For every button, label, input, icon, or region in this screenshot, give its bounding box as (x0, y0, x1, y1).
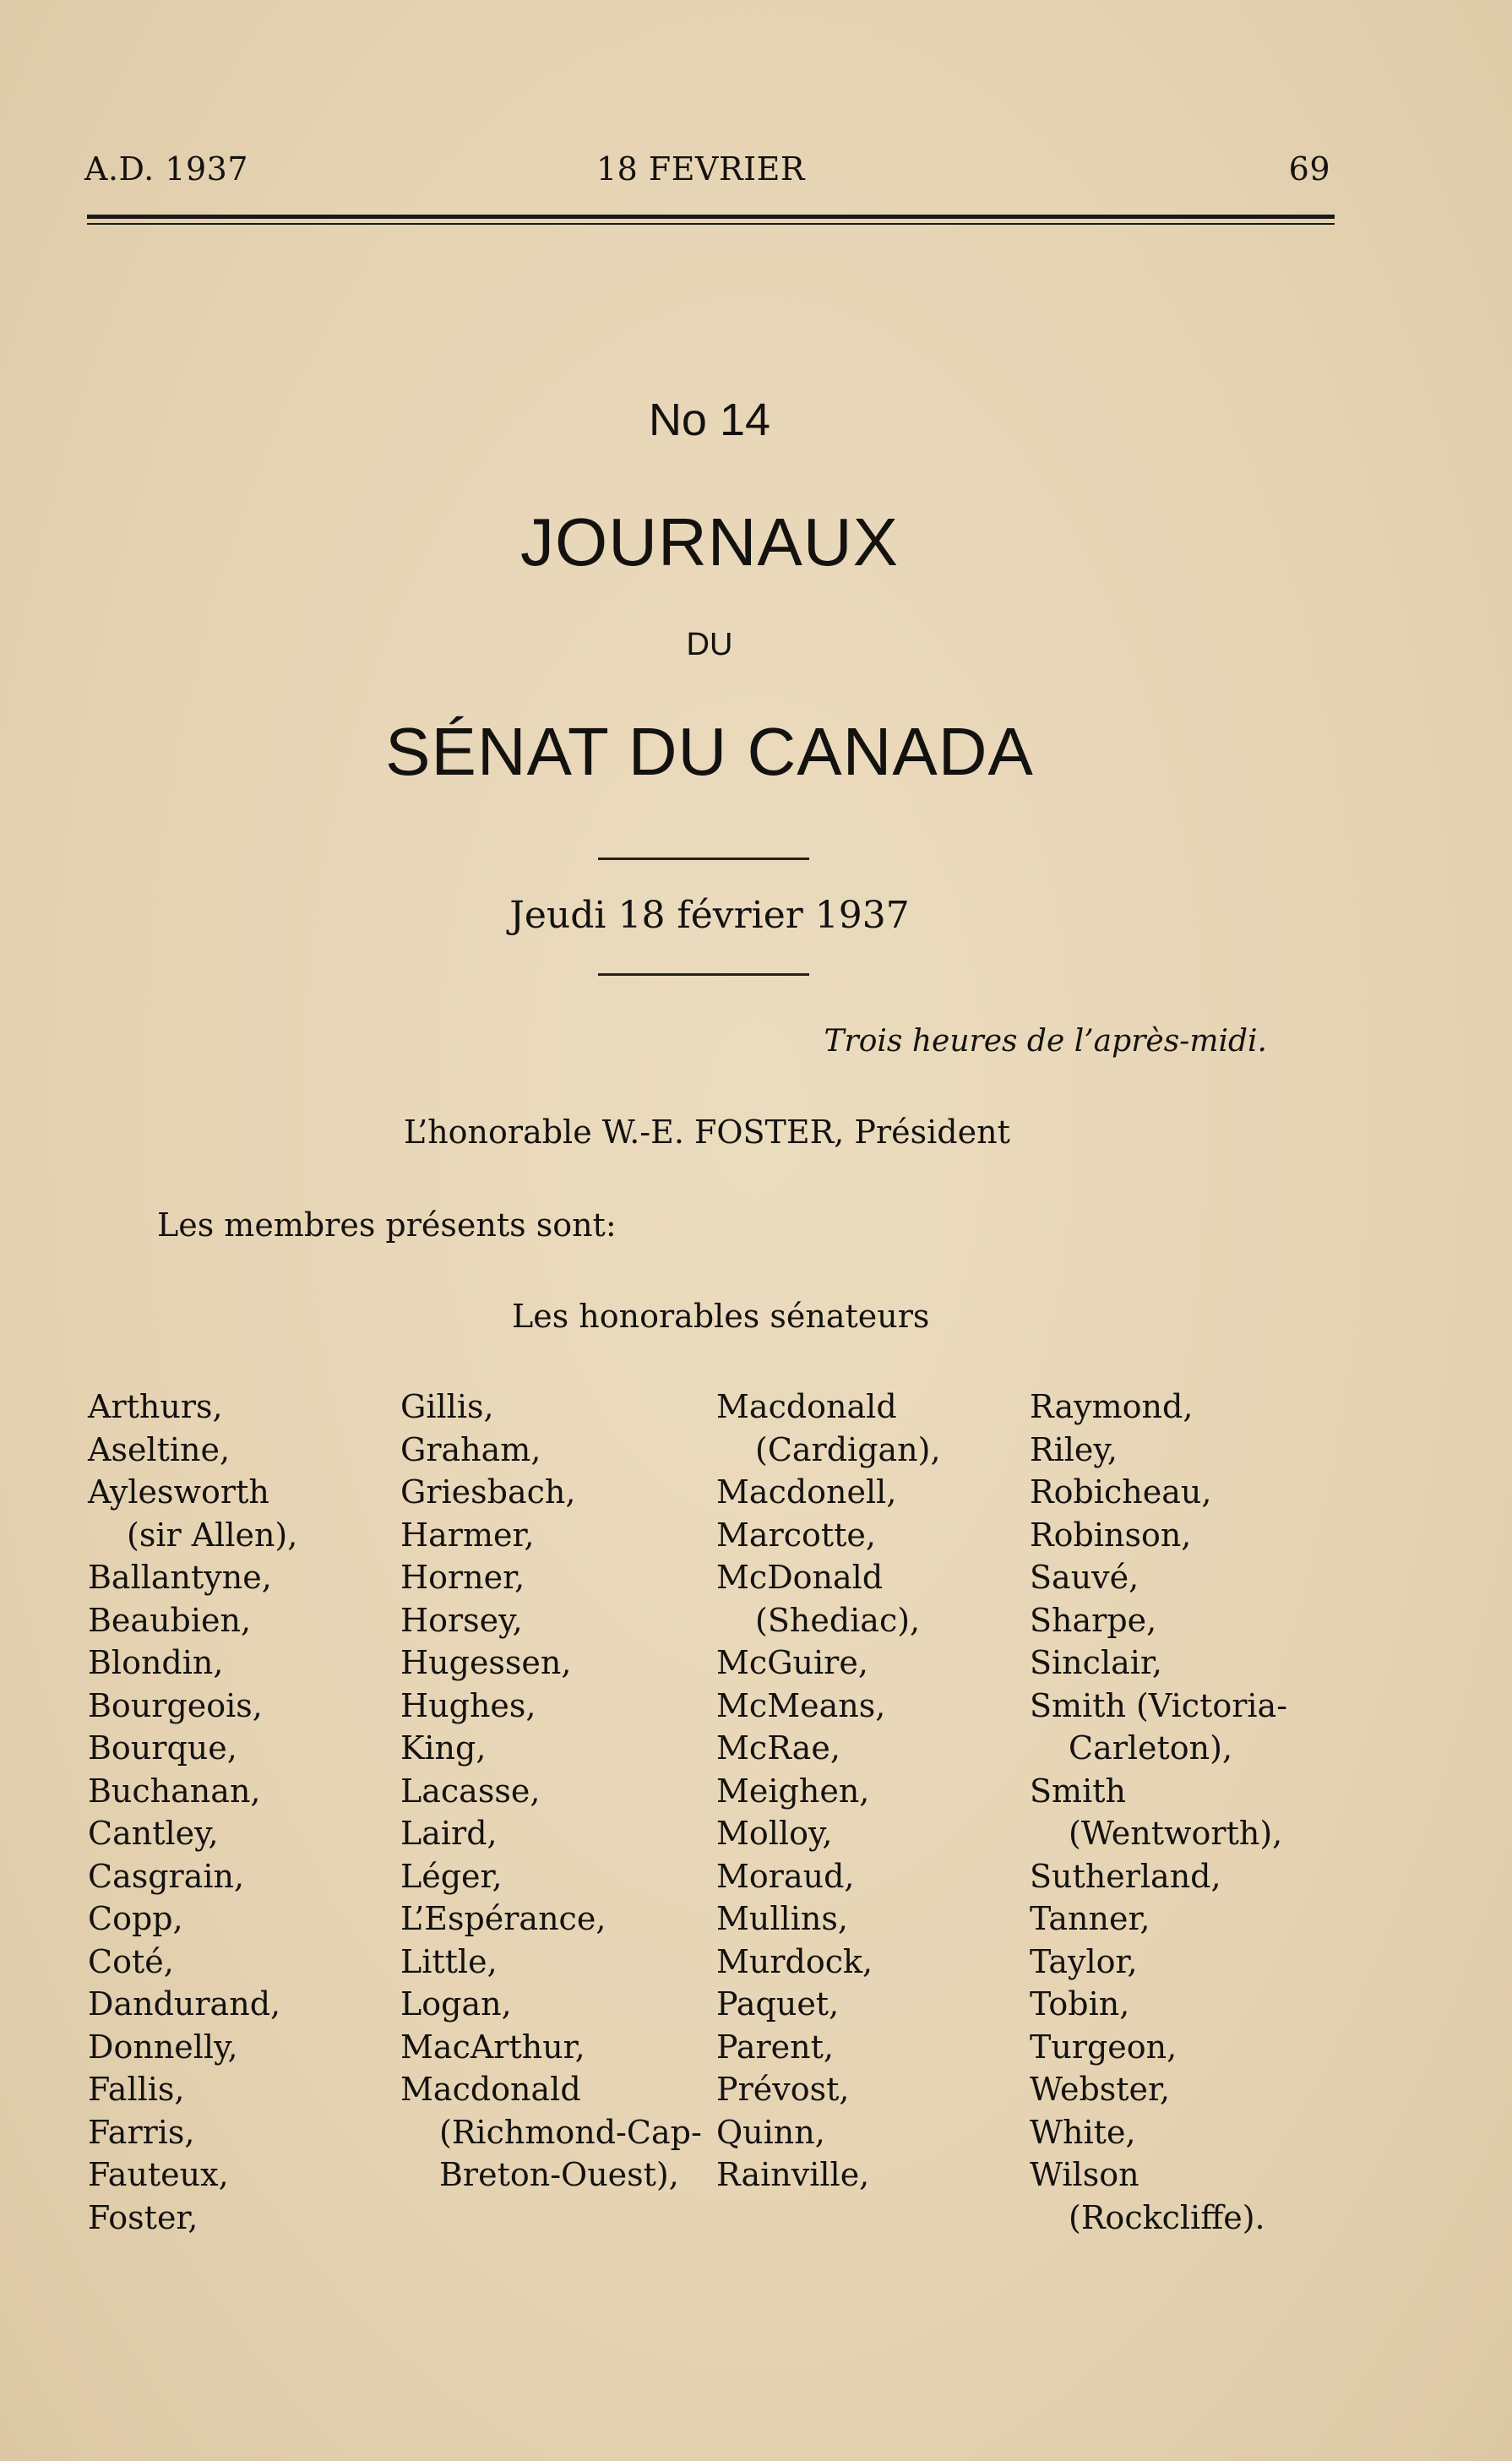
senator-name: Blondin, (88, 1644, 224, 1681)
senator-name: White, (1030, 2113, 1136, 2151)
senator-name-continuation: Carleton), (1069, 1729, 1233, 1767)
senator-name: Arthurs, (88, 1388, 223, 1425)
senator-name: Robicheau, (1030, 1473, 1212, 1511)
senator-column-1 (88, 1386, 297, 2239)
senator-name: Raymond, (1030, 1388, 1194, 1425)
senators-heading: Les honorables sénateurs (512, 1298, 930, 1335)
senator-name-continuation: (Shediac), (755, 1601, 921, 1639)
title-senat: SÉNAT DU CANADA (385, 714, 1034, 789)
senator-name: Bourgeois, (88, 1686, 263, 1724)
senator-column-4 (1030, 1386, 1287, 2239)
senator-name-continuation: (Wentworth), (1069, 1815, 1283, 1852)
senator-name: Taylor, (1030, 1942, 1138, 1980)
senator-name: Beaubien, (88, 1601, 252, 1639)
header-rule-thick (87, 215, 1335, 219)
title-journaux: JOURNAUX (519, 504, 900, 580)
senator-name: Horner, (400, 1559, 525, 1596)
running-head-date: 18 FEVRIER (596, 150, 805, 188)
senator-name: Ballantyne, (88, 1559, 272, 1596)
senator-name: Quinn, (716, 2113, 825, 2151)
senator-name: McMeans, (716, 1686, 886, 1724)
senator-name: Hughes, (400, 1686, 536, 1724)
senator-name: Molloy, (716, 1815, 833, 1852)
senator-name: Meighen, (716, 1772, 870, 1810)
senator-name: Hugessen, (400, 1644, 572, 1681)
senator-name: Parent, (716, 2028, 834, 2066)
senator-name: Murdock, (716, 1942, 873, 1980)
senator-name: Graham, (400, 1430, 541, 1468)
divider-bottom (598, 973, 809, 976)
senator-name: Sauvé, (1030, 1559, 1139, 1596)
senator-name: Riley, (1030, 1430, 1118, 1468)
senator-name-continuation: Breton-Ouest), (439, 2156, 679, 2193)
divider-top (598, 858, 809, 860)
senator-name: Horsey, (400, 1601, 523, 1639)
title-du: DU (686, 627, 733, 662)
members-intro: Les membres présents sont: (157, 1206, 617, 1244)
senator-name: Aylesworth (88, 1473, 269, 1511)
senator-name: McRae, (716, 1729, 840, 1767)
senator-name-continuation: (sir Allen), (127, 1516, 298, 1554)
presiding-officer: L’honorable W.-E. FOSTER, Président (404, 1113, 1010, 1151)
senator-name: Lacasse, (400, 1772, 541, 1810)
senator-name: Paquet, (716, 1985, 840, 2023)
senator-name: Smith (Victoria- (1030, 1686, 1288, 1724)
senator-name-continuation: (Rockcliffe). (1069, 2198, 1265, 2236)
senator-name: Marcotte, (716, 1516, 876, 1554)
senator-name: L’Espérance, (400, 1900, 606, 1937)
senator-name: Fallis, (88, 2071, 185, 2108)
senator-name: Robinson, (1030, 1516, 1192, 1554)
senator-name: Buchanan, (88, 1772, 261, 1810)
header-rule-thin (87, 223, 1335, 225)
senator-name: MacArthur, (400, 2028, 585, 2066)
senator-name: King, (400, 1729, 487, 1767)
journal-number: No 14 (648, 395, 771, 445)
senator-name: McDonald (716, 1559, 884, 1596)
senator-name: Macdonell, (716, 1473, 897, 1511)
senator-name: Macdonald (400, 2071, 581, 2108)
senator-name: Mullins, (716, 1900, 848, 1937)
senator-name: Tanner, (1030, 1900, 1150, 1937)
senator-name: Moraud, (716, 1857, 855, 1895)
senator-column-2 (400, 1386, 702, 2197)
senator-name: Macdonald (716, 1388, 897, 1425)
senator-name: Wilson (1030, 2156, 1139, 2193)
senator-name: Logan, (400, 1985, 512, 2023)
senator-name: Little, (400, 1942, 498, 1980)
senator-column-3 (716, 1386, 941, 2197)
senator-name: Cantley, (88, 1815, 219, 1852)
senator-name: McGuire, (716, 1644, 868, 1681)
senator-name: Laird, (400, 1815, 498, 1852)
senator-name: Smith (1030, 1772, 1126, 1810)
senator-name: Gillis, (400, 1388, 494, 1425)
senator-name: Sinclair, (1030, 1644, 1162, 1681)
senator-name: Copp, (88, 1900, 183, 1937)
senator-name: Coté, (88, 1942, 174, 1980)
senator-name: Dandurand, (88, 1985, 281, 2023)
senator-name: Webster, (1030, 2071, 1171, 2108)
senator-name: Harmer, (400, 1516, 535, 1554)
senator-name: Casgrain, (88, 1857, 245, 1895)
senator-name: Prévost, (716, 2071, 850, 2108)
senator-name: Sharpe, (1030, 1601, 1157, 1639)
senator-name: Turgeon, (1030, 2028, 1178, 2066)
senator-name: Sutherland, (1030, 1857, 1221, 1895)
page-number: 69 (1288, 150, 1330, 188)
senator-name-continuation: (Richmond-Cap- (439, 2113, 702, 2151)
senator-name: Rainville, (716, 2156, 870, 2193)
senator-name: Aseltine, (88, 1430, 231, 1468)
senator-name: Tobin, (1030, 1985, 1130, 2023)
sitting-time: Trois heures de l’après-midi. (824, 1024, 1267, 1059)
senator-name: Donnelly, (88, 2028, 238, 2066)
senator-name: Léger, (400, 1857, 503, 1895)
senator-name: Fauteux, (88, 2156, 229, 2193)
sitting-date: Jeudi 18 février 1937 (509, 894, 910, 937)
senator-name: Foster, (88, 2198, 199, 2236)
senator-name: Bourque, (88, 1729, 237, 1767)
senator-name: Griesbach, (400, 1473, 576, 1511)
running-head-year: A.D. 1937 (84, 150, 248, 188)
senator-name-continuation: (Cardigan), (755, 1430, 941, 1468)
senator-name: Farris, (88, 2113, 195, 2151)
